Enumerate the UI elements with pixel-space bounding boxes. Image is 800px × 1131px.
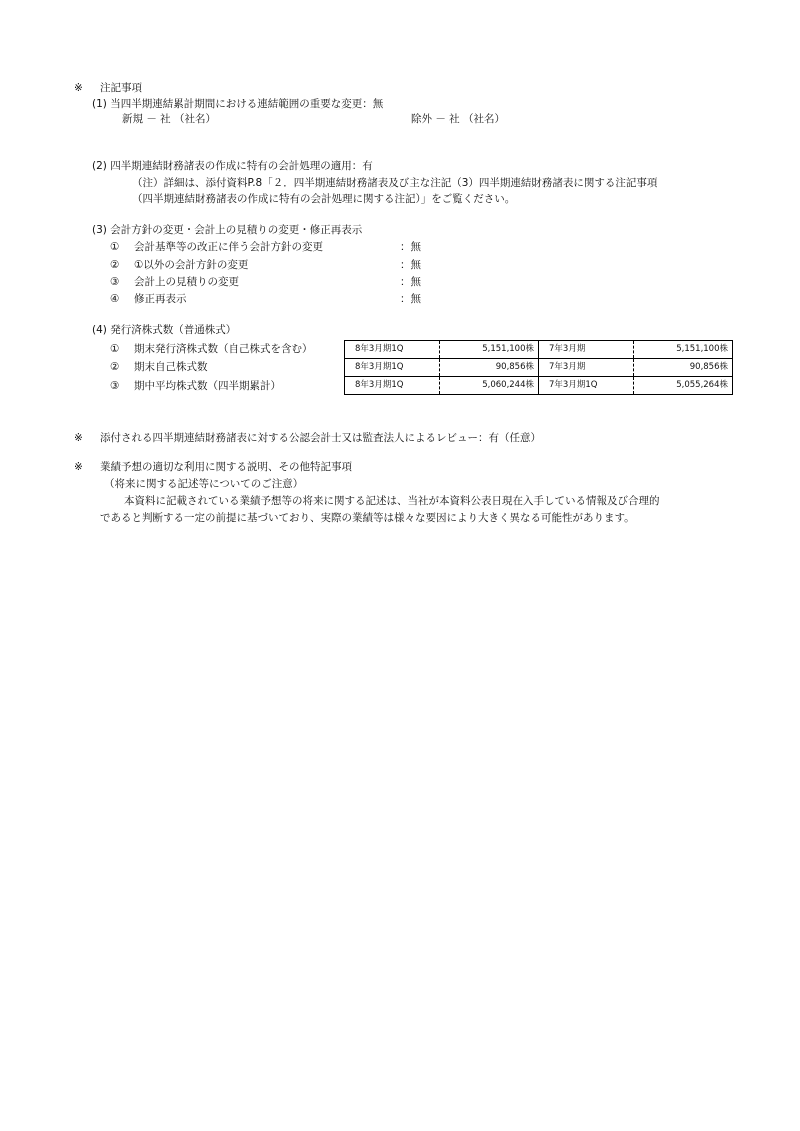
table-cell-value: 5,151,100株 xyxy=(634,341,733,359)
table-row xyxy=(345,377,733,395)
table-cell-period: 7年3月期1Q xyxy=(539,377,634,395)
table-cell-value: 90,856株 xyxy=(634,359,733,377)
item3-row-text: ①以外の会計方針の変更 xyxy=(134,259,249,271)
item2-note-line2: （四半期連結財務諸表の作成に特有の会計処理に関する注記）」をご覧ください。 xyxy=(132,193,516,205)
table-cell-period: 8年3月期1Q xyxy=(345,377,440,395)
item3-label: (3) 会計方針の変更・会計上の見積りの変更・修正再表示 xyxy=(92,224,363,236)
item3-row-status: ：無 xyxy=(400,259,421,271)
item2-note-line1: （注）詳細は、添付資料P.8「２．四半期連結財務諸表及び主な注記（3）四半期連結財務諸表に関する注記事項 xyxy=(132,177,658,189)
forecast-subtitle: （将来に関する記述等についてのご注意） xyxy=(104,478,304,490)
table-cell-period: 7年3月期 xyxy=(539,359,634,377)
item1-new-companies: 新規 － 社 （社名） xyxy=(122,113,217,125)
table-cell-period: 8年3月期1Q xyxy=(345,359,440,377)
item4-row-num: ③ xyxy=(110,380,120,392)
notes-section-title: 注記事項 xyxy=(100,82,142,94)
table-cell-value: 5,055,264株 xyxy=(634,377,733,395)
item3-row-num: ④ xyxy=(110,293,120,305)
item1-removed-companies: 除外 － 社 （社名） xyxy=(411,113,506,125)
forecast-body-line1: 本資料に記載されている業績予想等の将来に関する記述は、当社が本資料公表日現在入手している情報及び合理的 xyxy=(124,495,660,507)
item4-row-num: ① xyxy=(110,343,120,355)
item3-row-text: 修正再表示 xyxy=(134,293,187,305)
item2-label: (2) 四半期連結財務諸表の作成に特有の会計処理の適用：有 xyxy=(92,160,373,172)
shares-table xyxy=(344,340,733,395)
item3-row-num: ③ xyxy=(110,276,120,288)
item4-row-num: ② xyxy=(110,361,120,373)
item3-row-status: ：無 xyxy=(400,241,421,253)
review-mark: ※ xyxy=(74,432,83,444)
item4-row-text: 期中平均株式数（四半期累計） xyxy=(134,380,281,392)
forecast-body-line2: であると判断する一定の前提に基づいており、実際の業績等は様々な要因により大きく異なる可能性があります。 xyxy=(100,512,635,524)
item3-row-status: ：無 xyxy=(400,293,421,305)
table-cell-value: 5,151,100株 xyxy=(440,341,539,359)
review-text: 添付される四半期連結財務諸表に対する公認会計士又は監査法人によるレビュー：有（任意） xyxy=(100,432,541,444)
item3-row-text: 会計上の見積りの変更 xyxy=(134,276,239,288)
item3-row-num: ② xyxy=(110,259,120,271)
notes-section-mark: ※ xyxy=(74,82,83,94)
table-row xyxy=(345,359,733,377)
item4-row-text: 期末発行済株式数（自己株式を含む） xyxy=(134,343,313,355)
item4-row-text: 期末自己株式数 xyxy=(134,361,208,373)
table-cell-period: 7年3月期 xyxy=(539,341,634,359)
item1-label: (1) 当四半期連結累計期間における連結範囲の重要な変更：無 xyxy=(92,98,384,110)
table-row xyxy=(345,341,733,359)
item3-row-num: ① xyxy=(110,241,120,253)
forecast-title: 業績予想の適切な利用に関する説明、その他特記事項 xyxy=(100,461,352,473)
forecast-mark: ※ xyxy=(74,461,83,473)
table-cell-value: 90,856株 xyxy=(440,359,539,377)
table-cell-value: 5,060,244株 xyxy=(440,377,539,395)
item3-row-text: 会計基準等の改正に伴う会計方針の変更 xyxy=(134,241,323,253)
item4-label: (4) 発行済株式数（普通株式） xyxy=(92,324,237,336)
table-cell-period: 8年3月期1Q xyxy=(345,341,440,359)
item3-row-status: ：無 xyxy=(400,276,421,288)
